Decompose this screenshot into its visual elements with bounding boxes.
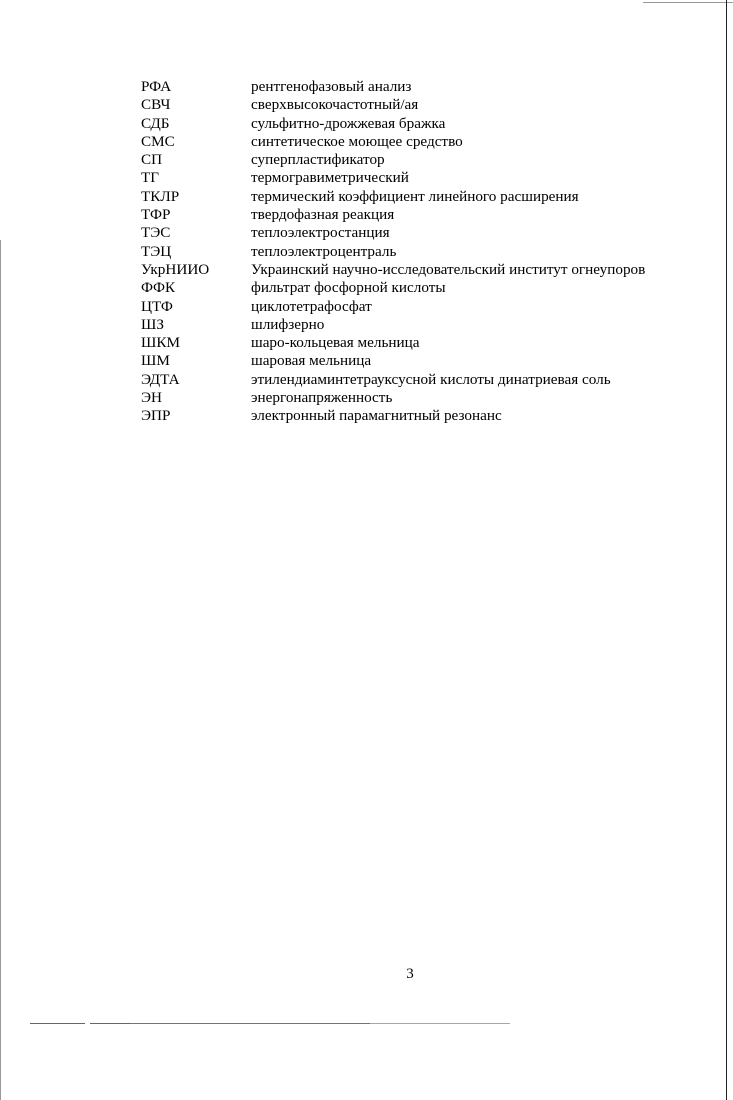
abbreviation: ТЭЦ [141, 242, 172, 260]
abbreviation-definition: шаро-кольцевая мельница [251, 334, 420, 352]
list-item [141, 133, 645, 151]
abbreviation: ФФК [141, 279, 176, 297]
abbreviation: ШКМ [141, 334, 180, 352]
scan-artifact-bottom-line [30, 1023, 510, 1024]
abbreviation-definition: шлифзерно [251, 315, 325, 333]
list-item [141, 188, 645, 206]
scan-artifact-top [643, 2, 733, 3]
list-item [141, 96, 645, 114]
abbreviation: ЦТФ [141, 297, 173, 315]
abbreviation-definition: шаровая мельница [251, 352, 372, 370]
abbreviation-definition: фильтрат фосфорной кислоты [251, 279, 446, 297]
abbreviation: РФА [141, 78, 172, 95]
abbreviation: ЭПР [141, 407, 171, 425]
abbreviation-definition: циклотетрафосфат [251, 297, 372, 315]
abbreviation-definition: термический коэффициент линейного расширения [251, 187, 579, 205]
list-item [141, 243, 645, 261]
list-item [141, 206, 645, 224]
abbreviation: ШЗ [141, 315, 164, 333]
abbreviation-definition: твердофазная реакция [251, 206, 395, 224]
list-item [141, 169, 645, 187]
abbreviation-definition: теплоэлектроцентраль [251, 242, 397, 260]
abbreviation-definition: теплоэлектростанция [251, 224, 390, 242]
list-item [141, 261, 645, 279]
abbreviation-definition: рентгенофазовый анализ [251, 78, 412, 95]
page-number: 3 [406, 966, 414, 982]
abbreviation-definition: суперпластификатор [251, 151, 385, 169]
abbreviation-definition: сульфитно-дрожжевая бражка [251, 114, 446, 132]
list-item [141, 279, 645, 297]
abbreviation: СП [141, 151, 163, 169]
list-item [141, 78, 645, 96]
abbreviation-definition: электронный парамагнитный резонанс [251, 407, 502, 425]
list-item [141, 407, 645, 425]
list-item [141, 298, 645, 316]
abbreviation-list [141, 78, 645, 426]
abbreviation: ТКЛР [141, 187, 180, 205]
scan-artifact-left-edge [0, 240, 1, 1100]
abbreviation: ТФР [141, 206, 171, 224]
abbreviation-definition: синтетическое моющее средство [251, 132, 463, 150]
abbreviation: ШМ [141, 352, 170, 370]
abbreviation-definition: энергонапряженность [251, 389, 393, 407]
abbreviation: ЭДТА [141, 370, 180, 388]
list-item [141, 224, 645, 242]
abbreviation-definition: Украинский научно-исследовательский институт огнеупоров [251, 260, 646, 278]
abbreviation: СДБ [141, 114, 170, 132]
abbreviation: ТГ [141, 169, 160, 187]
abbreviation-definition: сверхвысокочастотный/ая [251, 96, 419, 114]
abbreviation: УкрНИИО [141, 260, 210, 278]
abbreviation-definition: этилендиаминтетрауксусной кислоты динатриевая соль [251, 370, 611, 388]
list-item [141, 352, 645, 370]
list-item [141, 115, 645, 133]
abbreviation: ЭН [141, 389, 162, 407]
abbreviation: СВЧ [141, 96, 171, 114]
list-item [141, 389, 645, 407]
scan-artifact-right-edge [726, 0, 728, 1100]
abbreviation: СМС [141, 132, 175, 150]
abbreviation-definition: термогравиметрический [251, 169, 409, 187]
list-item [141, 151, 645, 169]
list-item [141, 334, 645, 352]
list-item [141, 371, 645, 389]
abbreviation: ТЭС [141, 224, 171, 242]
list-item [141, 316, 645, 334]
